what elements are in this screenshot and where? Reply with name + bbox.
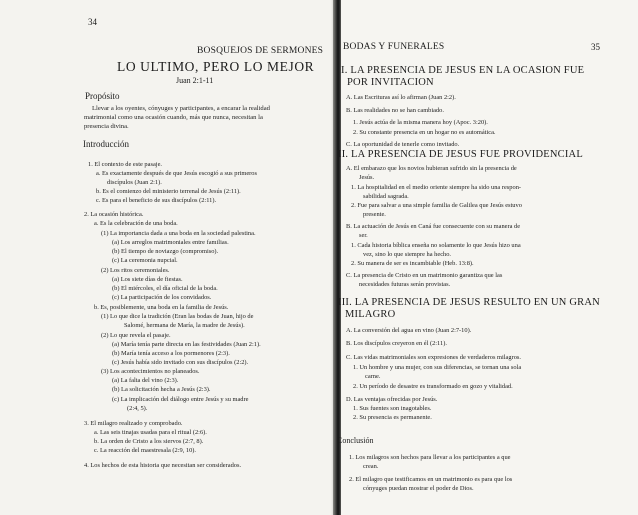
outline-line: B. Los discípulos creyeron en él (2:11).: [346, 340, 447, 347]
outline-line: (a) Los arreglos matrimoniales entre familias.: [112, 239, 229, 246]
outline-line: Jesús.: [359, 174, 375, 181]
outline-line: 2. Su presencia es permanente.: [353, 414, 432, 421]
page-number: 35: [591, 42, 600, 52]
outline-line: 1. El contexto de este pasaje.: [88, 161, 162, 168]
proposito-heading: Propósito: [85, 91, 120, 101]
outline-line: a. Es exactamente después de que Jesús escogió a sus primeros: [96, 170, 257, 177]
outline-line: A. Las Escrituras así lo afirman (Juan 2:2).: [346, 94, 456, 101]
outline-line: A. La conversión del agua en vino (Juan 2:7-10).: [346, 327, 472, 334]
outline-line: 1. Jesús actúa de la misma manera hoy (Apoc. 3:20).: [353, 119, 488, 126]
outline-line: 2. Un período de desastre es transformado en gozo y vitalidad.: [353, 383, 513, 390]
outline-line: (c) La ceremonia nupcial.: [112, 257, 178, 264]
outline-line: D. Las ventajas ofrecidas por Jesús.: [346, 396, 438, 403]
outline-line: b. La orden de Cristo a los siervos (2:7, 8).: [94, 438, 204, 445]
outline-line: B. Las realidades no se han cambiado.: [346, 107, 444, 114]
outline-line: 4. Los hechos de esta historia que necesitan ser considerados.: [84, 462, 242, 469]
outline-line: (c) La implicación del diálogo entre Jesús y su madre: [112, 396, 249, 403]
sermon-title: LO ULTIMO, PERO LO MEJOR: [117, 59, 315, 74]
running-head: BOSQUEJOS DE SERMONES: [197, 46, 324, 56]
scripture-reference: Juan 2:1-11: [176, 76, 214, 85]
outline-line: (b) El miércoles, el día oficial de la boda.: [112, 285, 218, 292]
outline-line: (c) La participación de los convidados.: [112, 294, 212, 301]
outline-line: sabilidad sagrada.: [363, 193, 409, 200]
outline-line: a. Las seis tinajas usadas para el ritual (2:6).: [94, 429, 207, 436]
outline-line: 2. Su manera de ser es incambiable (Heb. 13:8).: [351, 260, 474, 267]
outline-line: (a) La falta del vino (2:3).: [112, 377, 179, 384]
outline-line: c. Es para el beneficio de sus discípulos (2:11).: [96, 197, 217, 204]
introduccion-heading: Introducción: [83, 139, 129, 149]
right-page: [337, 0, 638, 515]
outline-line: cónyuges puedan mostrar el poder de Dios.: [363, 485, 474, 492]
outline-line: (2) Los ritos ceremoniales.: [101, 267, 170, 274]
outline-line: vez, sino lo que siempre ha hecho.: [363, 251, 452, 258]
outline-line: (c) Jesús había sido invitado con sus discípulos (2:2).: [112, 359, 249, 366]
outline-line: 2. La ocasión histórica.: [84, 211, 144, 218]
section-3-title: III. LA PRESENCIA DE JESUS RESULTO EN UN GRAN: [338, 297, 600, 308]
outline-line: B. La actuación de Jesús en Caná fue consecuente con su manera de: [346, 223, 521, 230]
outline-line: (b) La solicitación hecha a Jesús (2:3).: [112, 386, 211, 393]
outline-line: C. La presencia de Cristo en un matrimonio garantiza que las: [346, 272, 503, 279]
outline-line: 1. Los milagros son hechos para llevar a los participantes a que: [349, 454, 511, 461]
outline-line: 3. El milagro realizado y comprobado.: [84, 420, 183, 427]
outline-line: C. Las vidas matrimoniales son expresiones de verdaderos milagros.: [346, 354, 521, 361]
outline-line: (2:4, 5).: [127, 405, 148, 412]
outline-line: (a) Los siete días de fiestas.: [112, 276, 183, 283]
outline-line: 1. Sus fuentes son inagotables.: [353, 405, 432, 412]
outline-line: (1) Lo que dice la tradición (Eran las bodas de Juan, hijo de: [101, 313, 254, 320]
outline-line: 1. Cada historia bíblica enseña no solamente lo que Jesús hizo una: [351, 242, 521, 249]
proposito-line: presencia divina.: [84, 123, 129, 130]
section-1-title: I. LA PRESENCIA DE JESUS EN LA OCASION FUE: [341, 65, 585, 76]
outline-line: Salomé, hermana de María, la madre de Jesús).: [124, 322, 245, 329]
outline-line: (b) El tiempo de noviazgo (compromiso).: [112, 248, 219, 255]
proposito-line: Llevar a los oyentes, cónyuges y participantes, a encarar la realidad: [92, 105, 270, 112]
proposito-line: matrimonial como una ocasión cuando, más que nunca, necesitan la: [84, 114, 263, 121]
outline-line: b. Es el comienzo del ministerio terrenal de Jesús (2:11).: [96, 188, 241, 195]
outline-line: 2. Su constante presencia en un hogar no es automática.: [353, 129, 496, 136]
section-3-title-continued: MILAGRO: [345, 309, 396, 320]
outline-line: 2. El milagro que testificamos en un matrimonio es para que los: [349, 476, 513, 483]
outline-line: necesidades futuras serán provistas.: [359, 281, 451, 288]
outline-line: ser.: [359, 232, 368, 239]
outline-line: c. La reacción del maestresala (2:9, 10).: [94, 447, 197, 454]
conclusion-heading: Conclusión: [337, 436, 374, 445]
outline-line: crean.: [363, 463, 379, 470]
outline-line: C. La oportunidad de tenerle como invitado.: [346, 141, 460, 148]
outline-line: (1) La importancia dada a una boda en la sociedad palestina.: [101, 230, 256, 237]
outline-line: (3) Los acontecimientos no planeados.: [101, 368, 200, 375]
outline-line: presente.: [363, 211, 386, 218]
section-2-title: II. LA PRESENCIA DE JESUS FUE PROVIDENCIAL: [338, 149, 583, 160]
outline-line: 1. Un hombre y una mujer, con sus diferencias, se tornan una sola: [353, 364, 522, 371]
running-head: BODAS Y FUNERALES: [343, 42, 445, 52]
outline-line: (2) Lo que revela el pasaje.: [101, 332, 171, 339]
outline-line: (a) María tenía parte directa en las festividades (Juan 2:1).: [112, 341, 261, 348]
outline-line: 2. Fue para salvar a una simple familia de Galilea que Jesús estuvo: [351, 202, 522, 209]
outline-line: 1. La hospitalidad en el medio oriente siempre ha sido una respon-: [351, 184, 522, 191]
outline-line: b. Es, posiblemente, una boda en la familia de Jesús.: [94, 304, 229, 311]
outline-line: carne.: [365, 373, 381, 380]
outline-line: discípulos (Juan 2:1).: [107, 179, 162, 186]
outline-line: (b) María tenía acceso a los pormenores (2:3).: [112, 350, 230, 357]
outline-line: a. Es la celebración de una boda.: [94, 220, 178, 227]
page-number: 34: [88, 17, 97, 27]
outline-line: A. El embarazo que los novios hubieran sufrido sin la presencia de: [346, 165, 517, 172]
section-1-title-continued: POR INVITACION: [347, 77, 434, 88]
